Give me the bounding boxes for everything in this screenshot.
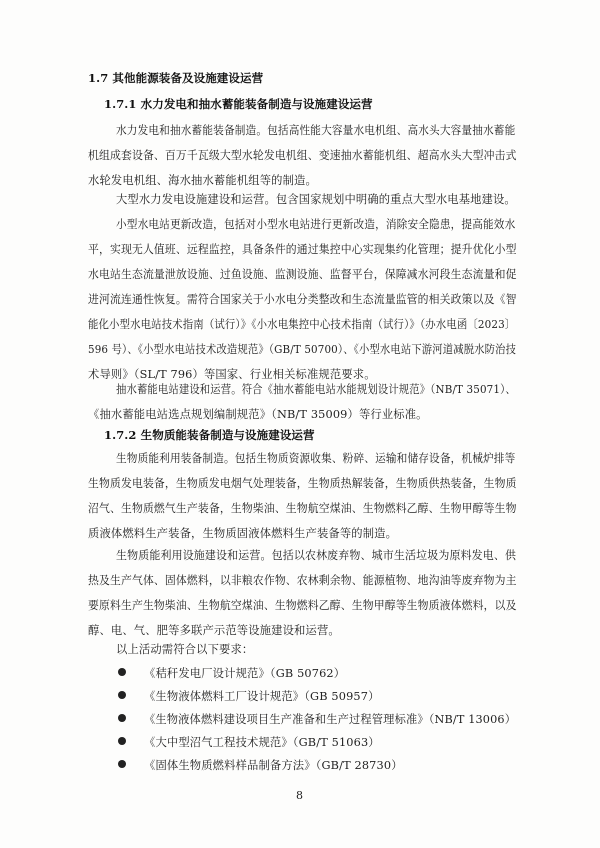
paragraph-line: 沼气、生物质燃气生产装备，生物柴油、生物航空煤油、生物燃料乙醇、生物甲醇等生物 bbox=[88, 502, 517, 515]
paragraph-line: 术导则》（SL/T 796）等国家、行业相关标准规范要求。 bbox=[88, 368, 376, 381]
list-item-text: 《生物液体燃料工厂设计规范》（GB 50957） bbox=[144, 690, 380, 703]
bullet-icon bbox=[118, 737, 126, 745]
subsection-heading-biomass: 1.7.2 生物质能装备制造与设施建设运营 bbox=[104, 428, 315, 442]
paragraph-line: 进河流连通性恢复。需符合国家关于小水电分类整改和生态流量监管的相关政策以及《智 bbox=[88, 293, 517, 306]
paragraph-line: 能化小型水电站技术指南（试行）》《小水电集控中心技术指南（试行）》（办水电函〔2023〕 bbox=[88, 318, 516, 331]
paragraph-line: 以上活动需符合以下要求： bbox=[116, 643, 254, 656]
paragraph-line: 596 号）、《小型水电站技术改造规范》（GB/T 50700）、《小型水电站下游河道减脱水防治技 bbox=[88, 343, 517, 356]
paragraph-line: 水力发电和抽水蓄能装备制造。包括高性能大容量水电机组、高水头大容量抽水蓄能 bbox=[116, 124, 516, 137]
list-item-text: 《大中型沼气工程技术规范》（GB/T 51063） bbox=[144, 736, 380, 749]
list-item-text: 《生物液体燃料建设项目生产准备和生产过程管理标准》（NB/T 13006） bbox=[144, 713, 517, 726]
page-number: 8 bbox=[296, 789, 303, 802]
paragraph-line: 生物质能利用设施建设和运营。包括以农林废弃物、城市生活垃圾为原料发电、供 bbox=[116, 549, 517, 562]
paragraph-line: 机组成套设备、百万千瓦级大型水轮发电机组、变速抽水蓄能机组、超高水头大型冲击式 bbox=[88, 149, 517, 162]
bullet-icon bbox=[118, 691, 126, 699]
subsection-heading-hydro: 1.7.1 水力发电和抽水蓄能装备制造与设施建设运营 bbox=[104, 97, 373, 111]
section-heading: 1.7 其他能源装备及设施建设运营 bbox=[88, 71, 264, 85]
paragraph-line: 生物质发电装备，生物质发电烟气处理装备，生物质热解装备，生物质供热装备，生物质 bbox=[88, 477, 517, 490]
paragraph-line: 水轮发电机组、海水抽水蓄能机组等的制造。 bbox=[88, 174, 317, 187]
bullet-icon bbox=[118, 668, 126, 676]
paragraph-line: 小型水电站更新改造，包括对小型水电站进行更新改造，消除安全隐患，提高能效水 bbox=[116, 218, 516, 231]
paragraph-line: 生物质能利用装备制造。包括生物质资源收集、粉碎、运输和储存设备，机械炉排等 bbox=[116, 452, 516, 465]
paragraph-line: 醇、电、气、肥等多联产示范等设施建设和运营。 bbox=[88, 624, 340, 637]
paragraph-line: 水电站生态流量泄放设施、过鱼设施、监测设施、监督平台，保障减水河段生态流量和促 bbox=[88, 268, 517, 281]
paragraph-line: 《抽水蓄能电站选点规划编制规范》（NB/T 35009）等行业标准。 bbox=[88, 408, 428, 421]
list-item-text: 《秸秆发电厂设计规范》（GB 50762） bbox=[144, 667, 346, 680]
paragraph-line: 质液体燃料生产装备，生物质固液体燃料生产装备等的制造。 bbox=[88, 527, 398, 540]
paragraph-line: 要原料生产生物柴油、生物航空煤油、生物燃料乙醇、生物甲醇等生物质液体燃料，以及 bbox=[88, 599, 517, 612]
bullet-icon bbox=[118, 714, 126, 722]
list-item-text: 《固体生物质燃料样品制备方法》（GB/T 28730） bbox=[144, 759, 403, 772]
paragraph-line: 热及生产气体、固体燃料，以非粮农作物、农林剩余物、能源植物、地沟油等废弃物为主 bbox=[88, 574, 517, 587]
paragraph-line: 抽水蓄能电站建设和运营。符合《抽水蓄能电站水能规划设计规范》（NB/T 35071）、 bbox=[116, 383, 516, 396]
paragraph-line: 大型水力发电设施建设和运营。包含国家规划中明确的重点大型水电基地建设。 bbox=[116, 193, 516, 206]
paragraph-line: 平，实现无人值班、远程监控，具备条件的通过集控中心实现集约化管理；提升优化小型 bbox=[88, 243, 517, 256]
bullet-icon bbox=[118, 760, 126, 768]
